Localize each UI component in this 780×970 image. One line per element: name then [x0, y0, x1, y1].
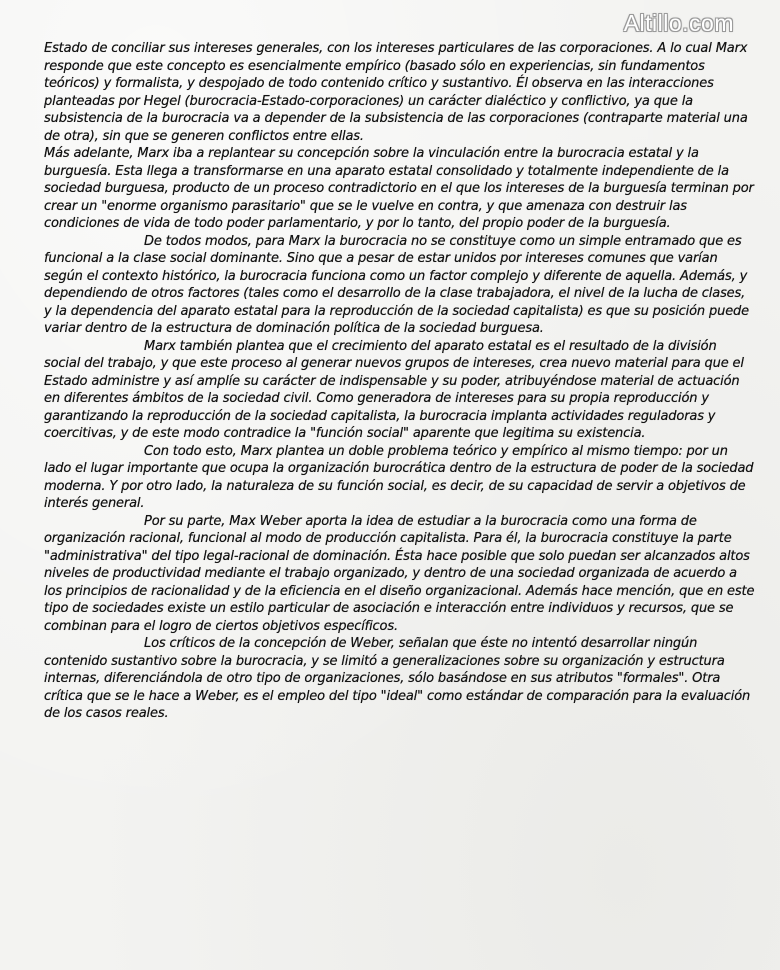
paragraph: Los críticos de la concepción de Weber, señalan que éste no intentó desarrollar ningún contenido sustantivo sobre la burocracia, y se limitó a generalizaciones sobre su organización y estructura internas, diferenciándola de otro tipo de organizaciones, sólo basándose en sus atributos "formales". Otra crítica que se le hace a Weber, es el empleo del tipo "ideal" como estándar de comparación para la evaluación de los casos reales. — [44, 636, 751, 721]
paragraph: De todos modos, para Marx la burocracia no se constituye como un simple entramado que es funcional a la clase social dominante. Sino que a pesar de estar unidos por intereses comunes que varían según el contexto histórico, la burocracia funciona como un factor complejo y diferente de aquella. Además, y dependiendo de otros factores (tales como el desarrollo de la clase trabajadora, el nivel de la lucha de clases, y la dependencia del aparato estatal para la reproducción de la sociedad capitalista) es que su posición puede variar dentro de la estructura de dominación política de la sociedad burguesa. — [44, 233, 749, 336]
paragraph: Estado de conciliar sus intereses generales, con los intereses particulares de las corporaciones. A lo cual Marx responde que este concepto es esencialmente empírico (basado sólo en experiencias, sin fundamentos teóricos) y formalista, y despojado de todo contenido crítico y sustantivo. Él observa en las interacciones planteadas por Hegel (burocracia-Estado-corporaciones) un carácter dialéctico y conflictivo, ya que la subsistencia de la burocracia va a depender de la subsistencia de las corporaciones (contraparte material una de otra), sin que se generen conflictos entre ellas. — [44, 41, 748, 144]
paragraph: Con todo esto, Marx plantea un doble problema teórico y empírico al mismo tiempo: por un lado el lugar importante que ocupa la organización burocrática dentro de la estructura de poder de la sociedad moderna. Y por otro lado, la naturaleza de su función social, es decir, de su capacidad de servir a objetivos de interés general. — [44, 443, 754, 511]
document-body — [44, 40, 756, 723]
paragraph: Por su parte, Max Weber aporta la idea de estudiar a la burocracia como una forma de organización racional, funcional al modo de producción capitalista. Para él, la burocracia constituye la parte "administrativa" del tipo legal-racional de dominación. Ésta hace posible que solo puedan ser alcanzados altos niveles de productividad mediante el trabajo organizado, y dentro de una sociedad organizada de acuerdo a los principios de racionalidad y de la eficiencia en el diseño organizacional. Además hace mención, que en este tipo de sociedades existe un estilo particular de asociación e interacción entre individuos y recursos, que se combinan para el logro de ciertos objetivos específicos. — [44, 513, 755, 634]
paragraph: Más adelante, Marx iba a replantear su concepción sobre la vinculación entre la burocracia estatal y la burguesía. Esta llega a transformarse en una aparato estatal consolidado y totalmente independiente de la sociedad burguesa, producto de un proceso contradictorio en el que los intereses de la burguesía terminan por crear un "enorme organismo parasitario" que se le vuelve en contra, y que amenaza con destruir las condiciones de vida de todo poder parlamentario, y por lo tanto, del propio poder de la burguesía. — [44, 146, 754, 231]
paragraph: Marx también plantea que el crecimiento del aparato estatal es el resultado de la división social del trabajo, y que este proceso al generar nuevos grupos de intereses, crea nuevo material para que el Estado administre y así amplíe su carácter de indispensable y su poder, atribuyéndose material de actuación en diferentes ámbitos de la sociedad civil. Como generadora de intereses para su propia reproducción y garantizando la reproducción de la sociedad capitalista, la burocracia implanta actividades reguladoras y coercitivas, y de este modo contradice la "función social" aparente que legitima su existencia. — [44, 338, 744, 441]
watermark-logo: Altillo.com — [623, 10, 734, 36]
